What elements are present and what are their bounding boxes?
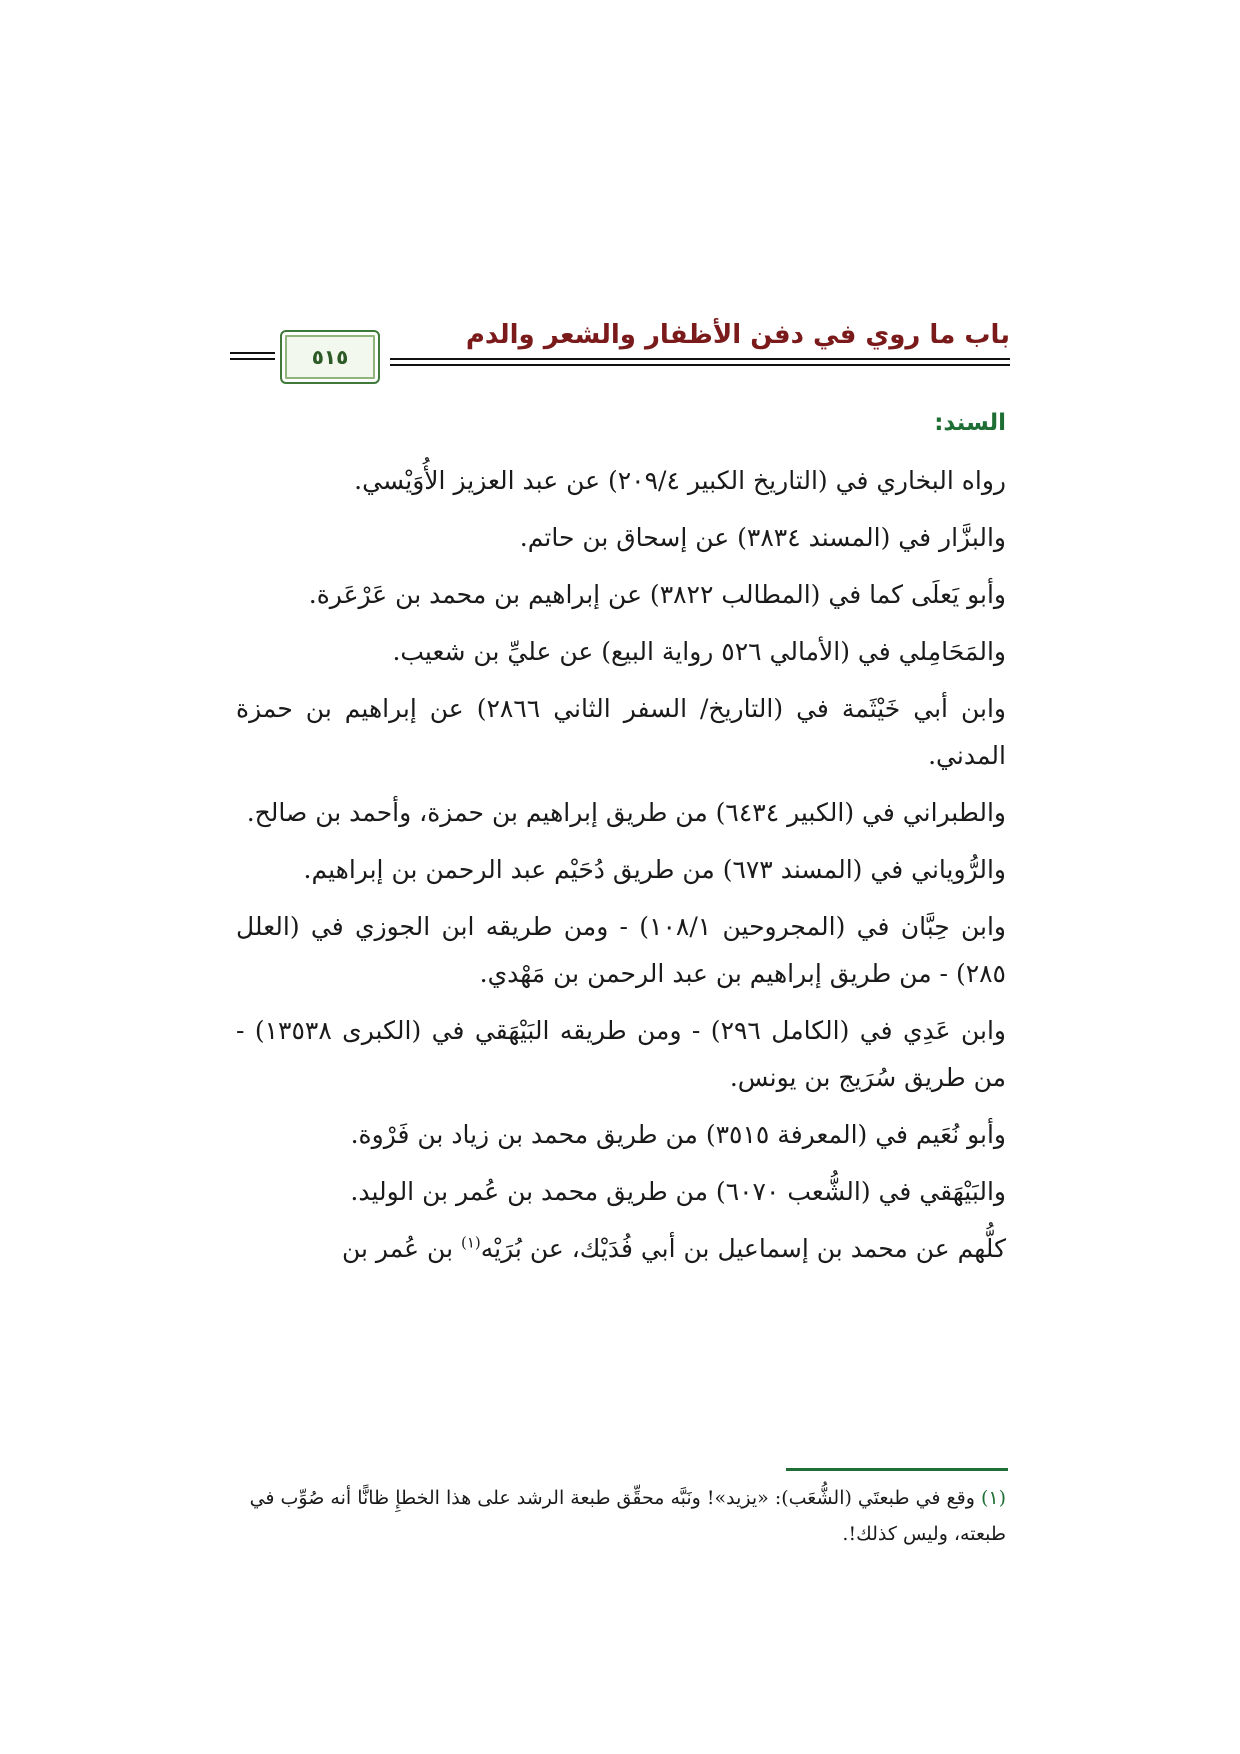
paragraph: والبَيْهَقي في (الشُّعب ٦٠٧٠) من طريق محمد بن عُمر بن الوليد. <box>350 1177 1006 1206</box>
section-heading: السند: <box>934 410 1006 436</box>
header-rule-bottom-right <box>390 364 1010 366</box>
paragraph: وابن حِبَّان في (المجروحين ١٠٨/١) - ومن طريقه ابن الجوزي في (العلل ٢٨٥) - من طريق إبراهيم بن عبد الرحمن بن مَهْدي. <box>236 912 1006 988</box>
footnote-separator <box>786 1468 1008 1471</box>
page-number: ٥١٥ <box>311 345 349 369</box>
paragraph-continued <box>236 1225 1006 1272</box>
footnotes <box>236 1480 1006 1552</box>
header-rule-bottom-left <box>230 358 275 360</box>
main-text <box>236 400 1006 1282</box>
footnote <box>236 1480 1006 1552</box>
paragraph-text: كلُّهم عن محمد بن إسماعيل بن أبي فُدَيْك، عن بُرَيْه <box>480 1234 1006 1263</box>
paragraph: وابن أبي خَيْثَمة في (التاريخ/ السفر الثاني ٢٨٦٦) عن إبراهيم بن حمزة المدني. <box>236 694 1006 770</box>
footnote-text: وقع في طبعتَي (الشُّعَب): «يزيد»! ونَبَّه محقِّق طبعة الرشد على هذا الخطإِ ظانًّا أنه صُوِّب في طبعته، وليس كذلك!. <box>249 1487 1006 1545</box>
page-number-badge <box>280 330 380 384</box>
header-rule-top-left <box>230 352 275 354</box>
paragraph: والرُّوياني في (المسند ٦٧٣) من طريق دُحَيْم عبد الرحمن بن إبراهيم. <box>303 855 1006 884</box>
paragraph: والطبراني في (الكبير ٦٤٣٤) من طريق إبراهيم بن حمزة، وأحمد بن صالح. <box>246 798 1006 827</box>
running-title: باب ما روي في دفن الأظفار والشعر والدم <box>465 320 1010 350</box>
paragraph-text: بن عُمر بن <box>342 1234 461 1263</box>
header-rule-top-right <box>390 358 1010 360</box>
paragraph: رواه البخاري في (التاريخ الكبير ٢٠٩/٤) عن عبد العزيز الأُوَيْسي. <box>354 466 1006 495</box>
footnote-reference[interactable]: (١) <box>460 1233 481 1252</box>
paragraph: وابن عَدِي في (الكامل ٢٩٦) - ومن طريقه البَيْهَقي في (الكبرى ١٣٥٣٨) - من طريق سُرَيج بن يونس. <box>236 1016 1006 1092</box>
paragraph: والبزَّار في (المسند ٣٨٣٤) عن إسحاق بن حاتم. <box>519 523 1006 552</box>
paragraph: وأبو يَعلَى كما في (المطالب ٣٨٢٢) عن إبراهيم بن محمد بن عَرْعَرة. <box>308 580 1006 609</box>
paragraph: وأبو نُعَيم في (المعرفة ٣٥١٥) من طريق محمد بن زياد بن فَرْوة. <box>350 1120 1006 1149</box>
paragraph: والمَحَامِلي في (الأمالي ٥٢٦ رواية البيع) عن عليِّ بن شعيب. <box>392 637 1006 666</box>
footnote-number: (١) <box>980 1487 1006 1509</box>
page-header <box>230 300 1010 390</box>
